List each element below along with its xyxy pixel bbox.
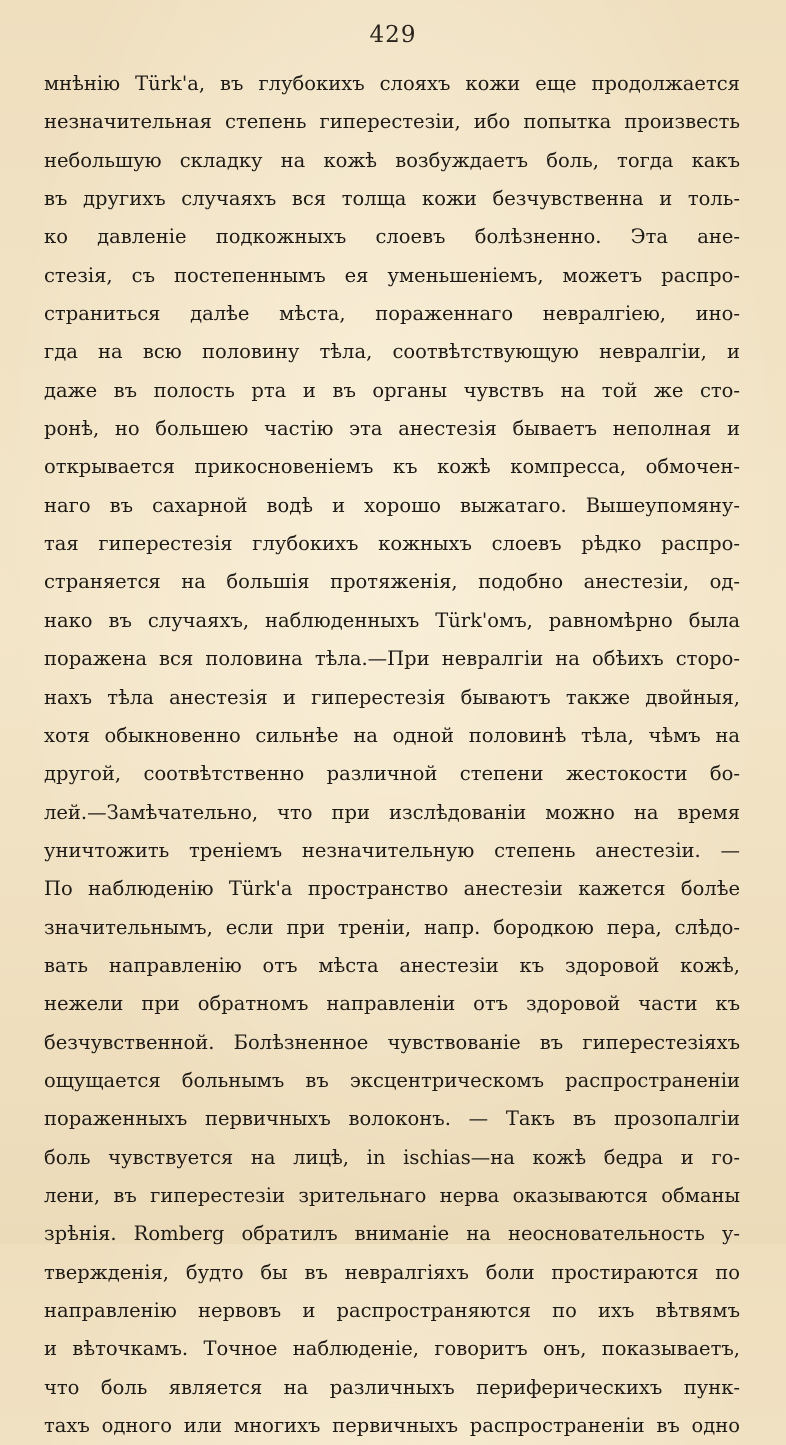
- page-number: 429: [369, 22, 417, 48]
- text-line: и вѣточкамъ. Точное наблюденіе, говоритъ онъ, показываетъ,: [44, 1337, 740, 1361]
- text-line: нако въ случаяхъ, наблюденныхъ Türk'омъ, равномѣрно была: [44, 608, 740, 632]
- text-line: пораженныхъ первичныхъ волоконъ. — Такъ въ прозопалгіи: [44, 1107, 740, 1131]
- text-line: стезія, съ постепеннымъ ея уменьшеніемъ, можетъ распро-: [44, 263, 740, 287]
- text-line: мнѣнію Türk'а, въ глубокихъ слояхъ кожи еще продолжается: [44, 72, 740, 95]
- body-text: [44, 65, 740, 1445]
- text-line: незначительная степень гиперестезіи, ибо попытка произвесть: [44, 110, 740, 134]
- text-line: вать направленію отъ мѣста анестезіи къ здоровой кожѣ,: [44, 953, 740, 977]
- text-line: страниться далѣе мѣста, пораженнаго невралгіею, ино-: [44, 302, 740, 326]
- text-line: ко давленіе подкожныхъ слоевъ болѣзненно. Эта анe-: [44, 225, 740, 249]
- text-line: значительнымъ, если при треніи, напр. бородкою пера, слѣдо-: [44, 915, 740, 939]
- text-line: что боль является на различныхъ периферическихъ пунк-: [44, 1375, 740, 1399]
- text-line: наго въ сахарной водѣ и хорошо выжатаго. Вышеупомяну-: [44, 493, 740, 517]
- text-line: боль чувствуется на лицѣ, in ischias—на кожѣ бедра и го-: [44, 1145, 740, 1169]
- text-line: уничтожить треніемъ незначительную степень анестезіи. —: [44, 838, 740, 862]
- text-line: По наблюденію Türk'а пространство анестезіи кажется болѣе: [44, 877, 740, 901]
- text-line: безчувственной. Болѣзненное чувствованіе въ гиперестезіяхъ: [44, 1030, 740, 1054]
- text-line: другой, соотвѣтственно различной степени жестокости бо-: [44, 762, 740, 786]
- text-line: направленію нервовъ и распространяются по ихъ вѣтвямъ: [44, 1299, 740, 1322]
- text-line: тахъ одного или многихъ первичныхъ распространеніи въ одно: [44, 1414, 740, 1438]
- text-line: хотя обыкновенно сильнѣе на одной половинѣ тѣла, чѣмъ на: [44, 723, 740, 747]
- text-line: небольшую складку на кожѣ возбуждаетъ боль, тогда какъ: [44, 148, 740, 172]
- text-line: лей.—Замѣчательно, что при изслѣдованіи можно на время: [44, 800, 740, 824]
- text-line: гда на всю половину тѣла, соотвѣтствующую невралгіи, и: [44, 340, 740, 364]
- text-line: открывается прикосновеніемъ къ кожѣ компресса, обмочен-: [44, 455, 740, 479]
- text-line: нахъ тѣла анестезія и гиперестезія бываютъ также двойныя,: [44, 685, 740, 709]
- text-line: твержденія, будто бы въ невралгіяхъ боли простираются по: [44, 1260, 740, 1284]
- text-line: страняется на большія протяженія, подобно анестезіи, од-: [44, 570, 740, 594]
- text-line: зрѣнія. Romberg обратилъ вниманіе на неосновательность у-: [44, 1222, 740, 1246]
- text-line: лени, въ гиперестезіи зрительнаго нерва оказываются обманы: [44, 1183, 740, 1207]
- text-line: въ другихъ случаяхъ вся толща кожи безчувственна и толь-: [44, 187, 740, 211]
- text-line: ронѣ, но большею частію эта анестезія бываетъ неполная и: [44, 417, 740, 441]
- text-line: поражена вся половина тѣла.—При невралгіи на обѣихъ сторо-: [44, 647, 740, 671]
- text-line: нежели при обратномъ направленіи отъ здоровой части къ: [44, 992, 740, 1016]
- text-line: даже въ полость рта и въ органы чувствъ на той же сто-: [44, 378, 740, 402]
- text-line: ощущается больнымъ въ эксцентрическомъ распространеніи: [44, 1068, 740, 1092]
- text-line: тая гиперестезія глубокихъ кожныхъ слоевъ рѣдко распро-: [44, 532, 740, 556]
